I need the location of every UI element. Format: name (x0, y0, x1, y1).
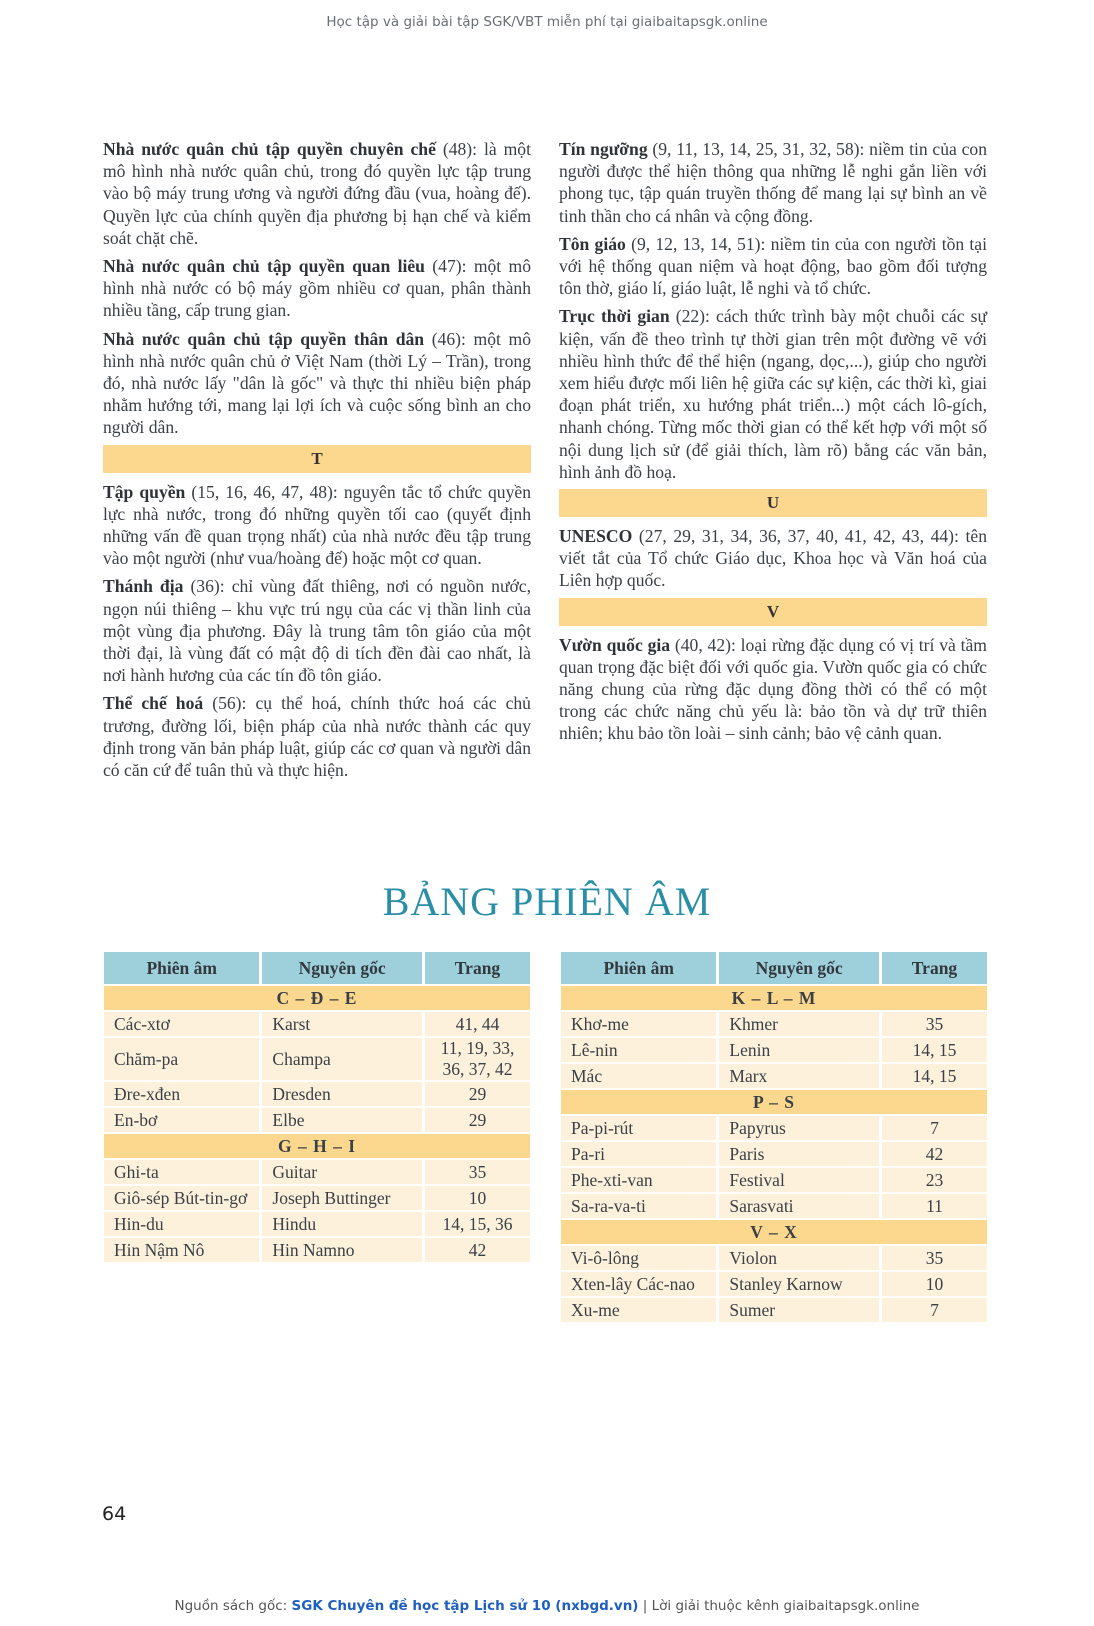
page-cell: 10 (882, 1272, 987, 1296)
page-cell: 35 (882, 1012, 987, 1036)
origin-cell: Champa (262, 1038, 422, 1080)
origin-cell: Festival (719, 1168, 879, 1192)
section-title: BẢNG PHIÊN ÂM (382, 879, 712, 924)
origin-cell: Karst (262, 1012, 422, 1036)
page-cell: 35 (882, 1246, 987, 1270)
origin-cell: Violon (719, 1246, 879, 1270)
glossary-definition: (9, 11, 13, 14, 25, 31, 32, 58): niềm tin của con người được thể hiện thông qua những lễ nghi gắn liền với phong tục, tập quán truyền thống để mang lại sự bình an về tinh thần cho cá nhân và cộng đồng. (559, 139, 987, 226)
group-heading: P – S (561, 1090, 987, 1114)
glossary-right-column (559, 138, 987, 751)
glossary-entry (103, 692, 531, 781)
transliteration-table-right (558, 950, 990, 1324)
page-cell: 29 (425, 1108, 530, 1132)
origin-cell: Guitar (262, 1160, 422, 1184)
origin-cell: Khmer (719, 1012, 879, 1036)
table-row (104, 1012, 530, 1036)
table-row (104, 1186, 530, 1210)
transliteration-cell: Sa-ra-va-ti (561, 1194, 716, 1218)
glossary-entry (559, 233, 987, 300)
transliteration-cell: Chăm-pa (104, 1038, 259, 1080)
footer-prefix: Nguồn sách gốc: (174, 1598, 292, 1614)
page-cell: 42 (425, 1238, 530, 1262)
transliteration-cell: Pa-ri (561, 1142, 716, 1166)
origin-cell: Hindu (262, 1212, 422, 1236)
glossary-entry (103, 255, 531, 322)
table-row (561, 1246, 987, 1270)
group-heading: K – L – M (561, 986, 987, 1010)
transliteration-cell: Lê-nin (561, 1038, 716, 1062)
page-cell: 42 (882, 1142, 987, 1166)
group-heading: V – X (561, 1220, 987, 1244)
footer-suffix: | Lời giải thuộc kênh giaibaitapsgk.online (638, 1598, 920, 1614)
origin-cell: Lenin (719, 1038, 879, 1062)
glossary-definition: (46): một mô hình nhà nước quân chủ ở Việt Nam (thời Lý – Trần), trong đó, nhà nước lấy "dân là gốc" và thực thi nhiều biện pháp nhằm hướng tới, mang lại lợi ích và cuộc sống bình an cho người dân. (103, 328, 531, 438)
letter-heading-v: V (559, 598, 987, 626)
page-cell: 14, 15 (882, 1064, 987, 1088)
glossary-entry (103, 138, 531, 249)
glossary-entry (559, 138, 987, 227)
glossary-definition: (56): cụ thể hoá, chính thức hoá các chủ trương, đường lối, biện pháp của nhà nước thành các quy định trong văn bản pháp luật, giúp các cơ quan và người dân có căn cứ để tuân thủ và thực hiện. (103, 693, 531, 781)
glossary-term: Vườn quốc gia (559, 634, 671, 655)
table-row (561, 1116, 987, 1140)
origin-cell: Sumer (719, 1298, 879, 1322)
letter-heading-u: U (559, 489, 987, 517)
glossary-term: Tôn giáo (559, 233, 626, 254)
glossary-definition: (9, 12, 13, 14, 51): niềm tin của con người tồn tại với hệ thống quan niệm và hoạt động, bao gồm đối tượng tôn thờ, giáo lí, giáo luật, lễ nghi và tổ chức. (559, 233, 987, 299)
glossary-term: Nhà nước quân chủ tập quyền thân dân (103, 328, 425, 349)
glossary-definition: (40, 42): loại rừng đặc dụng có vị trí và tầm quan trọng đặc biệt đối với quốc gia. Vườn quốc gia có chức năng chung của rừng đặc dụng đồng thời có thể có một trong các chức năng chủ yếu là: bảo tồn và dự trữ thiên nhiên; khu bảo tồn loài – sinh cảnh; bảo vệ cảnh quan. (559, 634, 987, 744)
origin-cell: Hin Namno (262, 1238, 422, 1262)
transliteration-cell: Xten-lây Các-nao (561, 1272, 716, 1296)
transliteration-cell: Đre-xđen (104, 1082, 259, 1106)
page-cell: 41, 44 (425, 1012, 530, 1036)
glossary-term: Trục thời gian (559, 306, 670, 327)
transliteration-cell: Ghi-ta (104, 1160, 259, 1184)
transliteration-cell: Xu-me (561, 1298, 716, 1322)
transliteration-cell: Vi-ô-lông (561, 1246, 716, 1270)
transliteration-table-left (101, 950, 533, 1264)
page-footer (0, 1598, 1094, 1614)
glossary-entry (559, 525, 987, 592)
glossary-term: Tín ngưỡng (559, 139, 648, 159)
glossary-definition: (22): cách thức trình bày một chuỗi các sự kiện, vấn đề theo trình tự thời gian trên một đường vẽ với nhiều hình thức để thể hiện (ngang, dọc,...), giúp cho người xem hiểu được mối liên hệ giữa các sự kiện, các thời kì, giai đoạn phát triển, xu hướng phát triển...) một cách lô-gích, nhanh chóng. Từng mốc thời gian có thể kết hợp với một số nội dung lịch sử (để giải thích, làm rõ) bằng các văn bản, hình ảnh đồ hoạ. (559, 306, 988, 482)
page-number: 64 (102, 1503, 127, 1525)
glossary-definition: (27, 29, 31, 34, 36, 37, 40, 41, 42, 43, 44): tên viết tắt của Tổ chức Giáo dục, Khoa học và Văn hoá của Liên hợp quốc. (559, 526, 987, 591)
column-header: Trang (425, 952, 530, 984)
footer-source-link[interactable]: SGK Chuyên đề học tập Lịch sử 10 (nxbgd.vn) (291, 1598, 639, 1614)
page-cell: 11, 19, 33, 36, 37, 42 (425, 1038, 530, 1080)
table-row (561, 1272, 987, 1296)
glossary-entry (103, 575, 531, 686)
glossary-definition: (47): một mô hình nhà nước có bộ máy gồm nhiều cơ quan, phân thành nhiều tầng, cấp trung gian. (103, 256, 531, 321)
page-cell: 7 (882, 1116, 987, 1140)
page-header: Học tập và giải bài tập SGK/VBT miễn phí tại giaibaitapsgk.online (326, 14, 768, 30)
column-header: Phiên âm (104, 952, 259, 984)
origin-cell: Papyrus (719, 1116, 879, 1140)
glossary-definition: (36): chỉ vùng đất thiêng, nơi có nguồn nước, ngọn núi thiêng – khu vực trú ngụ của các vị thần linh của một vùng địa phương. Đây là trung tâm tôn giáo của một thời đại, là vùng đất có mật độ di tích đền đài cao nhất, là nơi hành hương của các tín đồ tôn giáo. (103, 576, 531, 686)
page-cell: 35 (425, 1160, 530, 1184)
page-cell: 10 (425, 1186, 530, 1210)
table-row (561, 1168, 987, 1192)
origin-cell: Dresden (262, 1082, 422, 1106)
table-row (561, 1012, 987, 1036)
table-row (561, 1038, 987, 1062)
table-row (561, 1142, 987, 1166)
origin-cell: Sarasvati (719, 1194, 879, 1218)
origin-cell: Stanley Karnow (719, 1272, 879, 1296)
glossary-entry (559, 634, 987, 745)
origin-cell: Elbe (262, 1108, 422, 1132)
transliteration-cell: Hin-du (104, 1212, 259, 1236)
glossary-entry (559, 305, 987, 483)
group-heading: C – Đ – E (104, 986, 530, 1010)
transliteration-cell: Mác (561, 1064, 716, 1088)
column-header: Nguyên gốc (719, 952, 879, 984)
glossary-entry (103, 328, 531, 439)
transliteration-cell: Khơ-me (561, 1012, 716, 1036)
transliteration-cell: Giô-sép Bút-tin-gơ (104, 1186, 259, 1210)
glossary-term: UNESCO (559, 526, 633, 547)
table-row (104, 1082, 530, 1106)
column-header: Nguyên gốc (262, 952, 422, 984)
table-row (104, 1212, 530, 1236)
column-header: Trang (882, 952, 987, 984)
page-cell: 29 (425, 1082, 530, 1106)
glossary-term: Thể chế hoá (103, 693, 204, 714)
page-cell: 14, 15, 36 (425, 1212, 530, 1236)
glossary-term: Nhà nước quân chủ tập quyền quan liêu (103, 256, 425, 277)
glossary-term: Thánh địa (103, 576, 184, 597)
table-row (104, 1238, 530, 1262)
origin-cell: Marx (719, 1064, 879, 1088)
glossary-left-column (103, 138, 531, 787)
origin-cell: Paris (719, 1142, 879, 1166)
letter-heading-t: T (103, 445, 531, 473)
table-row (561, 1064, 987, 1088)
transliteration-cell: Hin Nậm Nô (104, 1238, 259, 1262)
glossary-term: Tập quyền (103, 481, 186, 502)
transliteration-cell: En-bơ (104, 1108, 259, 1132)
page-cell: 23 (882, 1168, 987, 1192)
group-heading: G – H – I (104, 1134, 530, 1158)
origin-cell: Joseph Buttinger (262, 1186, 422, 1210)
glossary-entry (103, 481, 531, 570)
page-cell: 14, 15 (882, 1038, 987, 1062)
page-cell: 11 (882, 1194, 987, 1218)
table-row (561, 1298, 987, 1322)
glossary-definition: (48): là một mô hình nhà nước quân chủ, trong đó quyền lực tập trung vào bộ máy trung ương và người đứng đầu (vua, hoàng đế). Quyền lực của chính quyền địa phương bị hạn chế và kiểm soát chặt chẽ. (103, 139, 531, 248)
transliteration-cell: Các-xtơ (104, 1012, 259, 1036)
table-row (104, 1108, 530, 1132)
glossary-definition: (15, 16, 46, 47, 48): nguyên tắc tổ chức quyền lực nhà nước, trong đó những quyền tối cao (quyết định những vấn đề quan trọng nhất) của nhà nước đều tập trung vào một người (như vua/hoàng đế) hoặc một cơ quan. (103, 481, 531, 569)
page-cell: 7 (882, 1298, 987, 1322)
glossary-term: Nhà nước quân chủ tập quyền chuyên chế (103, 139, 436, 159)
table-row (104, 1160, 530, 1184)
table-row (104, 1038, 530, 1080)
transliteration-cell: Pa-pi-rút (561, 1116, 716, 1140)
table-row (561, 1194, 987, 1218)
column-header: Phiên âm (561, 952, 716, 984)
transliteration-cell: Phe-xti-van (561, 1168, 716, 1192)
